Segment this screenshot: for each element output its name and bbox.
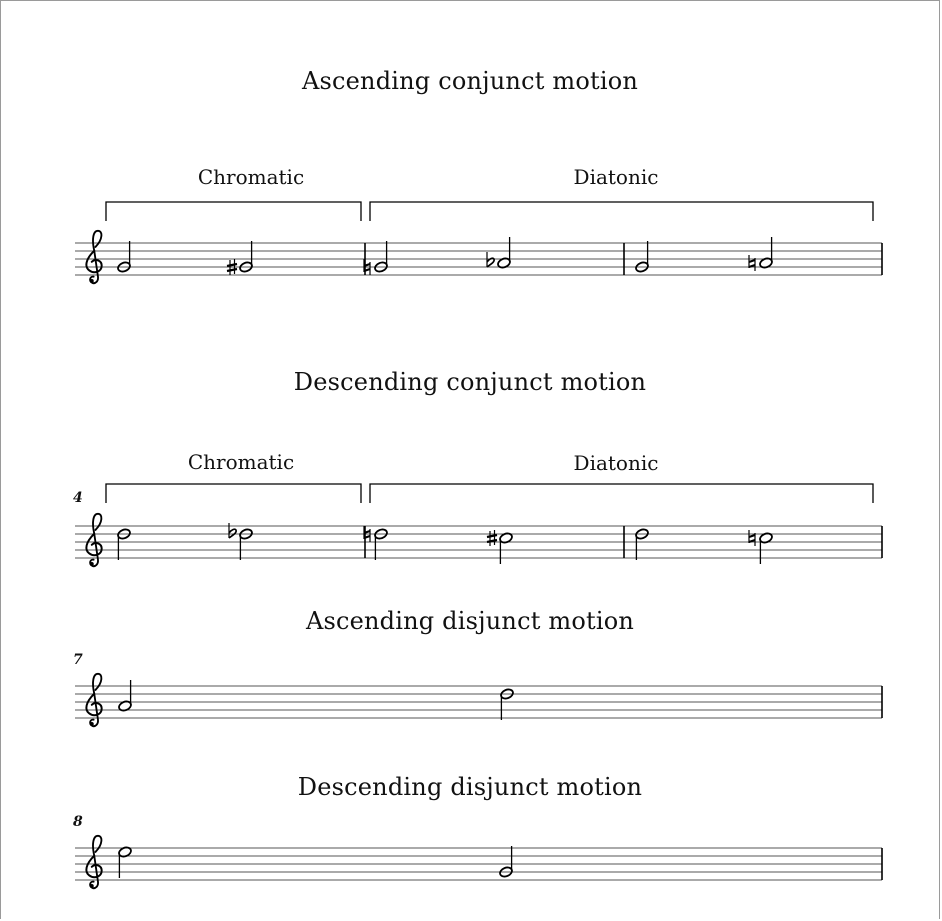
measure-number: 4 — [73, 490, 83, 506]
half-note-icon — [239, 528, 254, 560]
section-title-ascending-disjunct: Ascending disjunct motion — [305, 607, 635, 635]
half-note-icon — [117, 528, 132, 560]
half-note-icon — [500, 688, 515, 720]
half-note-icon — [117, 241, 132, 273]
measure-number: 7 — [73, 652, 83, 668]
section-title-ascending-conjunct: Ascending conjunct motion — [301, 67, 639, 95]
section-title-descending-conjunct: Descending conjunct motion — [293, 368, 647, 396]
half-note-icon — [499, 846, 514, 878]
bracket-line — [106, 484, 361, 503]
music-notation — [1, 1, 941, 920]
half-note-icon — [118, 846, 133, 878]
bracket-label-diatonic: Diatonic — [573, 165, 659, 189]
half-note-icon — [759, 532, 774, 564]
section-title-descending-disjunct: Descending disjunct motion — [297, 773, 643, 801]
flat-icon — [229, 523, 236, 538]
natural-icon — [749, 255, 755, 271]
natural-icon — [749, 530, 755, 546]
bracket-line — [370, 202, 873, 221]
half-note-icon — [499, 532, 514, 564]
half-note-icon — [374, 528, 389, 560]
half-note-icon — [497, 237, 512, 269]
half-note-icon — [118, 680, 133, 712]
bracket-label-chromatic: Chromatic — [187, 450, 295, 474]
sharp-icon — [487, 530, 497, 546]
bracket-line — [106, 202, 361, 221]
bracket-label-diatonic: Diatonic — [573, 451, 659, 475]
measure-number: 8 — [73, 814, 83, 830]
bracket-line — [370, 484, 873, 503]
half-note-icon — [759, 237, 774, 269]
half-note-icon — [239, 241, 254, 273]
half-note-icon — [374, 241, 389, 273]
half-note-icon — [635, 241, 650, 273]
half-note-icon — [635, 528, 650, 560]
bracket-label-chromatic: Chromatic — [197, 165, 305, 189]
